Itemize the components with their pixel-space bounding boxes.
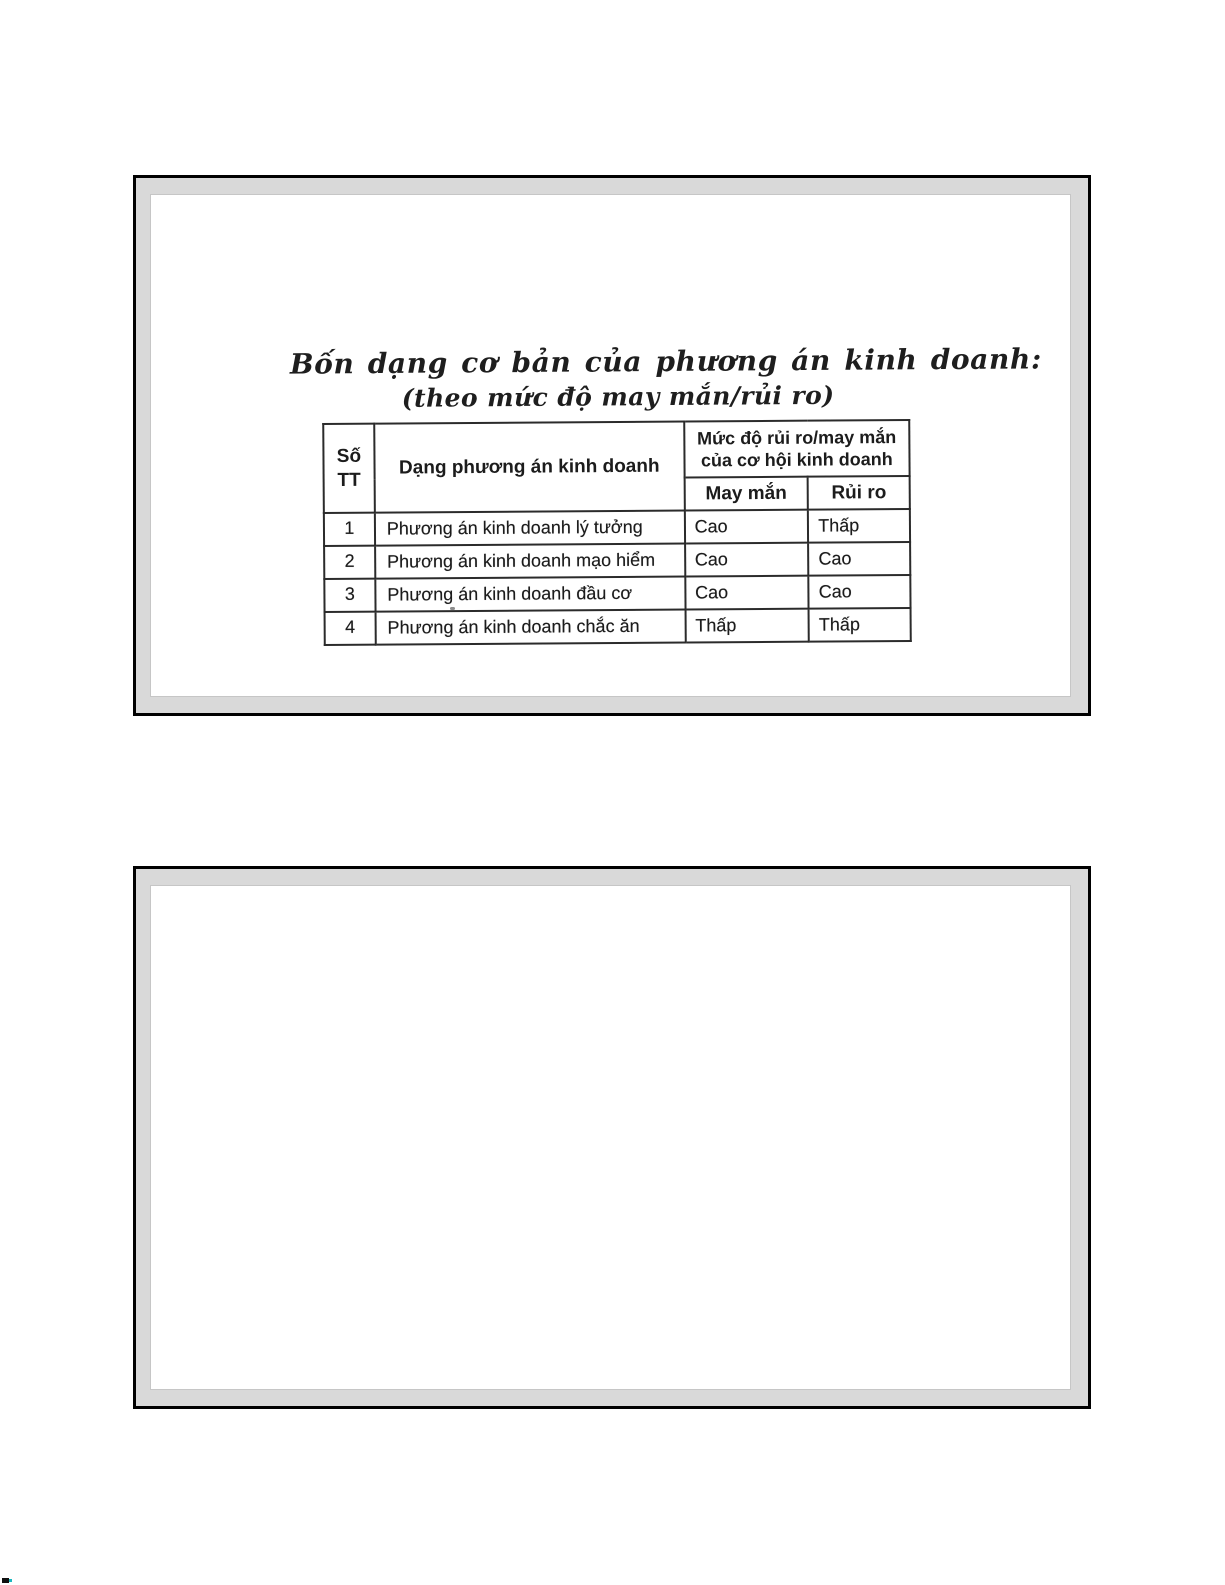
col-header-plan-type: Dạng phương án kinh doanh bbox=[374, 422, 684, 513]
col-header-stt bbox=[323, 424, 374, 513]
row-number: 2 bbox=[324, 546, 375, 579]
risk-value: Cao bbox=[808, 542, 910, 576]
slide-1-title-block bbox=[256, 342, 1076, 414]
slide-title: Bốn dạng cơ bản của phương án kinh doanh: bbox=[289, 342, 1042, 381]
slide-2-content bbox=[150, 885, 1071, 1390]
col-header-stt-line1: Số bbox=[336, 445, 362, 467]
risk-value: Cao bbox=[809, 575, 911, 609]
slide-1-content bbox=[150, 194, 1071, 697]
row-number: 4 bbox=[325, 612, 376, 645]
luck-value: Cao bbox=[685, 576, 809, 610]
col-header-risk: Rủi ro bbox=[808, 476, 910, 510]
plan-name: Phương án kinh doanh chắc ăn bbox=[375, 610, 685, 645]
row-number: 1 bbox=[324, 513, 375, 546]
scan-speck bbox=[450, 607, 455, 610]
col-header-risk-luck-group bbox=[684, 420, 910, 478]
table-row bbox=[324, 575, 910, 612]
slide-frame-1 bbox=[133, 175, 1091, 716]
slide-frame-2 bbox=[133, 866, 1091, 1409]
col-header-stt-line2: TT bbox=[337, 469, 361, 491]
slide-subtitle: (theo mức độ may mắn/rủi ro) bbox=[401, 380, 835, 413]
col-header-group-line1: Mức độ rủi ro/may mắn bbox=[697, 426, 897, 448]
scan-edge-artifact bbox=[2, 1578, 9, 1583]
col-header-group-line2: của cơ hội kinh doanh bbox=[700, 449, 893, 471]
col-header-luck: May mắn bbox=[684, 477, 808, 511]
table-row bbox=[324, 509, 910, 546]
scan-edge-artifact-color bbox=[9, 1579, 12, 1582]
table-row bbox=[325, 608, 911, 645]
business-plan-table bbox=[322, 419, 912, 646]
row-number: 3 bbox=[324, 579, 375, 612]
luck-value: Thấp bbox=[685, 609, 809, 643]
plan-name: Phương án kinh doanh đầu cơ bbox=[375, 577, 685, 612]
luck-value: Cao bbox=[685, 543, 809, 577]
table-row bbox=[324, 542, 910, 579]
risk-value: Thấp bbox=[808, 509, 910, 543]
luck-value: Cao bbox=[684, 510, 808, 544]
risk-value: Thấp bbox=[809, 608, 911, 642]
plan-name: Phương án kinh doanh mạo hiểm bbox=[375, 544, 685, 579]
plan-name: Phương án kinh doanh lý tưởng bbox=[375, 511, 685, 546]
